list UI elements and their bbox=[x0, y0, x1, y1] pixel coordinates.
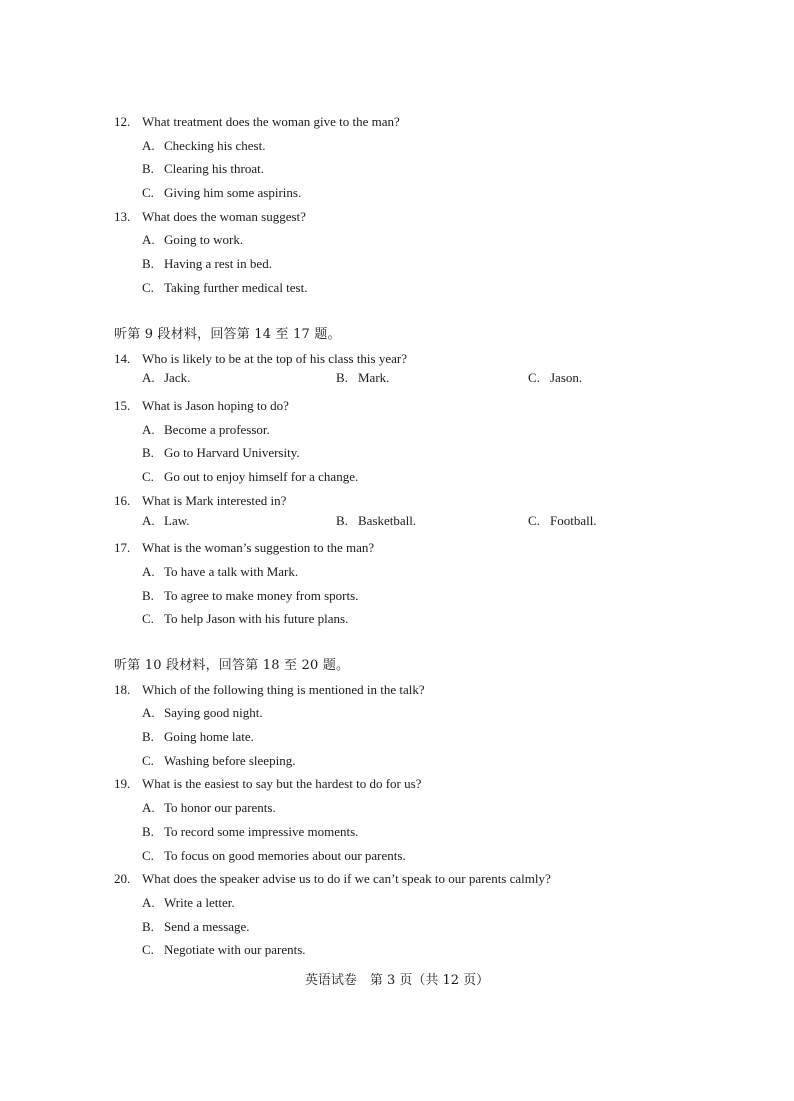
option-label: A. bbox=[142, 137, 155, 153]
question-number: 18. bbox=[114, 681, 131, 697]
question-16 bbox=[114, 489, 714, 513]
question-number: 15. bbox=[114, 398, 131, 414]
question-number: 12. bbox=[114, 114, 131, 129]
question-number: 17. bbox=[114, 540, 131, 556]
option-16-b bbox=[336, 513, 416, 529]
option-label: A. bbox=[142, 512, 155, 528]
question-block-12-13 bbox=[114, 110, 714, 300]
option-text: To honor our parents. bbox=[164, 800, 276, 816]
option-label: A. bbox=[142, 563, 155, 579]
option-label: A. bbox=[142, 232, 155, 248]
option-19-b bbox=[114, 820, 714, 844]
option-label: B. bbox=[142, 823, 154, 839]
option-label: C. bbox=[528, 370, 540, 386]
option-label: B. bbox=[142, 445, 154, 461]
option-20-a bbox=[114, 891, 714, 915]
option-text: Negotiate with our parents. bbox=[164, 942, 306, 958]
question-12 bbox=[114, 110, 714, 134]
option-text: To help Jason with his future plans. bbox=[164, 611, 349, 627]
option-18-b bbox=[114, 725, 714, 749]
option-label: B. bbox=[142, 729, 154, 745]
question-19 bbox=[114, 772, 714, 796]
option-label: C. bbox=[142, 752, 154, 768]
question-13 bbox=[114, 205, 714, 229]
option-19-c bbox=[114, 844, 714, 868]
option-13-b bbox=[114, 252, 714, 276]
option-label: C. bbox=[142, 279, 154, 295]
option-15-b bbox=[114, 441, 714, 465]
option-text: Send a message. bbox=[164, 918, 250, 934]
option-label: A. bbox=[142, 370, 155, 386]
options-row-16 bbox=[114, 513, 714, 537]
option-text: To record some impressive moments. bbox=[164, 823, 359, 839]
question-text: What is Mark interested in? bbox=[142, 492, 287, 508]
option-text: To have a talk with Mark. bbox=[164, 563, 299, 579]
section-heading: 听第 10 段材料，回答第 18 至 20 题。 bbox=[114, 658, 350, 673]
question-17 bbox=[114, 536, 714, 560]
question-number: 13. bbox=[114, 208, 131, 224]
question-number: 16. bbox=[114, 492, 131, 508]
option-13-a bbox=[114, 228, 714, 252]
option-label: B. bbox=[142, 256, 154, 272]
question-text: What does the speaker advise us to do if we can’t speak to our parents calmly? bbox=[142, 871, 551, 887]
option-12-b bbox=[114, 157, 714, 181]
option-20-c bbox=[114, 938, 714, 962]
option-label: A. bbox=[142, 894, 155, 910]
section-10 bbox=[114, 654, 714, 962]
option-label: C. bbox=[142, 611, 154, 627]
question-text: What does the woman suggest? bbox=[142, 208, 306, 224]
option-17-c bbox=[114, 607, 714, 631]
option-label: A. bbox=[142, 705, 155, 721]
option-label: C. bbox=[142, 185, 154, 201]
option-text: To focus on good memories about our parents. bbox=[164, 847, 406, 863]
option-16-c bbox=[528, 513, 597, 529]
question-15 bbox=[114, 394, 714, 418]
option-text: Jason. bbox=[550, 370, 583, 386]
option-label: C. bbox=[528, 512, 540, 528]
section-heading: 听第 9 段材料，回答第 14 至 17 题。 bbox=[114, 327, 341, 342]
option-text: Saying good night. bbox=[164, 705, 263, 721]
option-text: Law. bbox=[164, 512, 190, 528]
question-number: 20. bbox=[114, 871, 131, 887]
option-label: B. bbox=[336, 512, 348, 528]
option-18-a bbox=[114, 701, 714, 725]
option-17-b bbox=[114, 584, 714, 608]
option-text: Clearing his throat. bbox=[164, 161, 265, 177]
option-label: C. bbox=[142, 469, 154, 485]
option-18-c bbox=[114, 749, 714, 773]
page-footer: 英语试卷 第 3 页（共 12 页） bbox=[304, 973, 490, 988]
option-label: C. bbox=[142, 847, 154, 863]
option-19-a bbox=[114, 796, 714, 820]
option-text: Having a rest in bed. bbox=[164, 256, 272, 272]
option-text: Go out to enjoy himself for a change. bbox=[164, 469, 359, 485]
option-text: Become a professor. bbox=[164, 421, 270, 437]
option-text: Go to Harvard University. bbox=[164, 445, 300, 461]
option-text: Write a letter. bbox=[164, 894, 235, 910]
option-label: B. bbox=[142, 918, 154, 934]
question-14 bbox=[114, 347, 714, 371]
question-text: What is the woman’s suggestion to the man? bbox=[142, 540, 375, 556]
option-text: Mark. bbox=[358, 370, 390, 386]
option-label: C. bbox=[142, 942, 154, 958]
option-text: To agree to make money from sports. bbox=[164, 587, 359, 603]
question-text: Which of the following thing is mentioned in the talk? bbox=[142, 681, 425, 697]
option-20-b bbox=[114, 915, 714, 939]
option-14-c bbox=[528, 370, 582, 386]
section-9 bbox=[114, 323, 714, 631]
option-text: Football. bbox=[550, 512, 597, 528]
question-18 bbox=[114, 678, 714, 702]
option-text: Going to work. bbox=[164, 232, 244, 248]
question-text: What treatment does the woman give to the man? bbox=[142, 114, 400, 129]
option-label: B. bbox=[336, 370, 348, 386]
option-text: Taking further medical test. bbox=[164, 279, 308, 295]
option-14-b bbox=[336, 370, 389, 386]
question-text: What is Jason hoping to do? bbox=[142, 398, 289, 414]
option-13-c bbox=[114, 276, 714, 300]
option-15-a bbox=[114, 418, 714, 442]
option-label: B. bbox=[142, 161, 154, 177]
option-12-c bbox=[114, 181, 714, 205]
option-12-a bbox=[114, 134, 714, 158]
question-text: Who is likely to be at the top of his class this year? bbox=[142, 350, 407, 366]
option-15-c bbox=[114, 465, 714, 489]
option-text: Giving him some aspirins. bbox=[164, 185, 302, 201]
option-17-a bbox=[114, 560, 714, 584]
option-label: B. bbox=[142, 587, 154, 603]
option-label: A. bbox=[142, 800, 155, 816]
option-label: A. bbox=[142, 421, 155, 437]
option-text: Going home late. bbox=[164, 729, 254, 745]
option-text: Basketball. bbox=[358, 512, 417, 528]
option-text: Jack. bbox=[164, 370, 191, 386]
options-row-14 bbox=[114, 370, 714, 394]
question-text: What is the easiest to say but the hardest to do for us? bbox=[142, 776, 422, 792]
option-16-a bbox=[142, 513, 190, 529]
question-number: 19. bbox=[114, 776, 131, 792]
option-text: Washing before sleeping. bbox=[164, 752, 296, 768]
option-text: Checking his chest. bbox=[164, 137, 266, 153]
question-20 bbox=[114, 867, 714, 891]
question-number: 14. bbox=[114, 350, 131, 366]
option-14-a bbox=[142, 370, 190, 386]
